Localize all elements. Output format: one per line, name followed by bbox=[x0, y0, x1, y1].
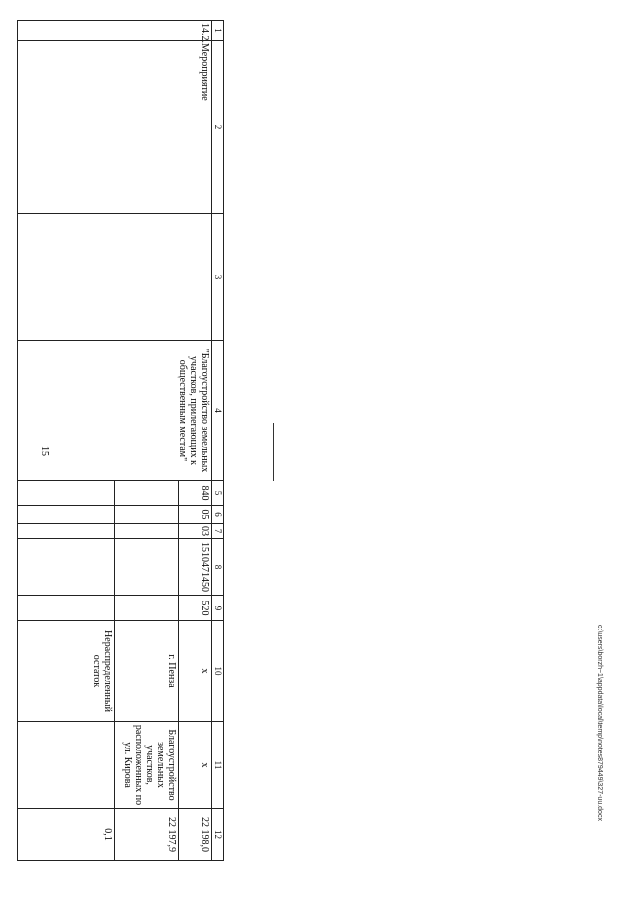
empty-cell bbox=[18, 722, 115, 809]
amount-cell: 22 197,9 bbox=[115, 809, 179, 861]
description-cell: Благоустройство земельных участков, расположенных по ул. Кирова bbox=[115, 722, 179, 809]
header-cell: 1 bbox=[212, 21, 224, 41]
empty-cell bbox=[115, 506, 179, 524]
header-cell: 3 bbox=[212, 214, 224, 341]
empty-cell bbox=[115, 596, 179, 621]
header-cell: 5 bbox=[212, 481, 224, 506]
empty-cell bbox=[115, 524, 179, 539]
code-cell: 03 bbox=[179, 524, 212, 539]
header-cell: 12 bbox=[212, 809, 224, 861]
header-cell: 4 bbox=[212, 341, 224, 481]
table-header-row bbox=[212, 21, 224, 861]
header-cell: 6 bbox=[212, 506, 224, 524]
empty-cell bbox=[18, 539, 115, 596]
empty-cell bbox=[115, 481, 179, 506]
header-cell: 11 bbox=[212, 722, 224, 809]
separator-line bbox=[273, 423, 274, 481]
file-path: c:\users\borzh~1\appdata\local\temp\notes879449\327-uu.docx bbox=[596, 625, 603, 821]
location-cell: Нераспределенный остаток bbox=[18, 621, 115, 722]
header-cell: 8 bbox=[212, 539, 224, 596]
empty-cell bbox=[18, 506, 115, 524]
page-number: 15 bbox=[39, 446, 50, 456]
empty-cell bbox=[115, 539, 179, 596]
code-cell: 1510471450 bbox=[179, 539, 212, 596]
empty-cell bbox=[18, 481, 115, 506]
code-cell: 520 bbox=[179, 596, 212, 621]
table-row bbox=[179, 21, 212, 861]
budget-table bbox=[20, 20, 224, 860]
location-cell: г. Пенза bbox=[115, 621, 179, 722]
empty-cell bbox=[18, 596, 115, 621]
location-cell: х bbox=[179, 621, 212, 722]
header-cell: 2 bbox=[212, 41, 224, 214]
empty-cell bbox=[18, 214, 212, 341]
code-cell: 840 bbox=[179, 481, 212, 506]
header-cell: 10 bbox=[212, 621, 224, 722]
description-cell: х bbox=[179, 722, 212, 809]
event-name-cell: "Благоустройство земельных участков, прилегающих к общественным местам" bbox=[18, 341, 212, 481]
amount-cell: 0,1 bbox=[18, 809, 115, 861]
code-cell: 05 bbox=[179, 506, 212, 524]
amount-cell: 22 198,0 bbox=[179, 809, 212, 861]
row-number-cell: 14.2. bbox=[18, 21, 212, 41]
header-cell: 9 bbox=[212, 596, 224, 621]
empty-cell bbox=[18, 524, 115, 539]
type-cell: Мероприятие bbox=[18, 41, 212, 214]
header-cell: 7 bbox=[212, 524, 224, 539]
